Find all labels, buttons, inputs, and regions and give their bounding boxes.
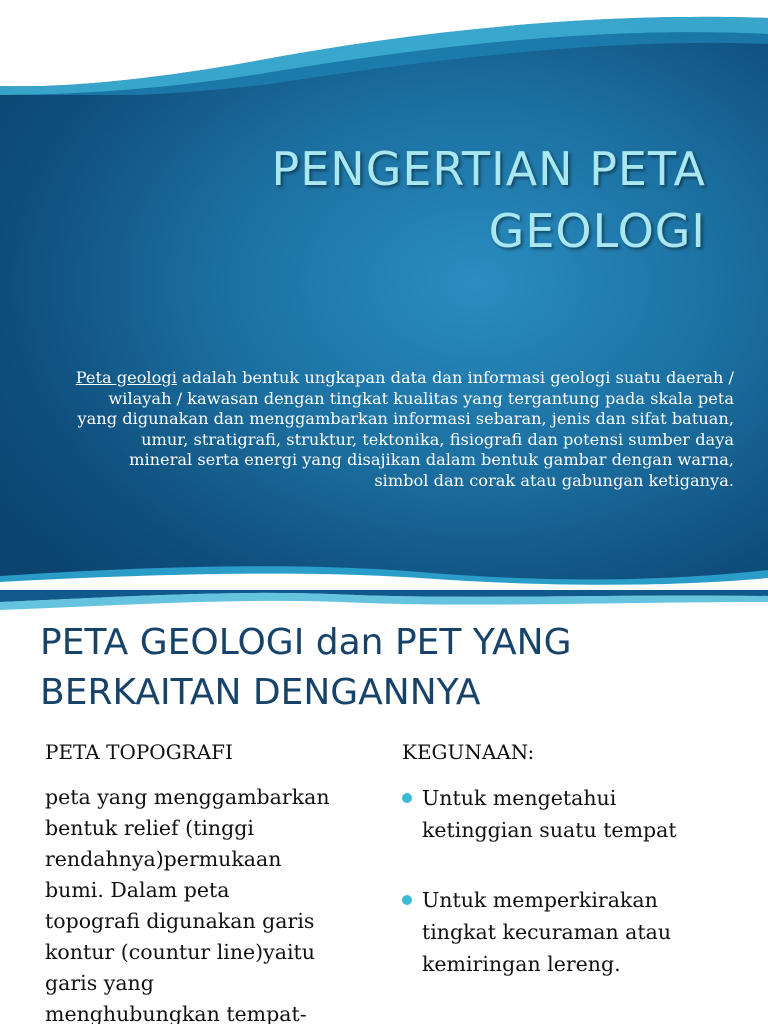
slide-1-title xyxy=(146,138,706,262)
list-item-line: kemiringan lereng. xyxy=(422,952,621,976)
description-line: topografi digunakan garis xyxy=(45,909,315,933)
kegunaan-heading: KEGUNAAN: xyxy=(402,740,535,764)
left-column xyxy=(45,740,365,1024)
bullet-dot-icon xyxy=(402,793,412,803)
description-line: bentuk relief (tinggi xyxy=(45,816,254,840)
slide-1-body-text: adalah bentuk ungkapan data dan informasi geologi suatu daerah / wilayah / kawasan dengan tingkat kualitas yang tergantung pada skala peta yang digunakan dan menggambarkan informasi sebaran, jenis dan sifat batuan, umur, stratigrafi, struktur, tektonika, fisiografi dan potensi sumber daya mineral serta energi yang disajikan dalam bentuk gambar dengan warna, simbol dan corak atau gabungan ketiganya. xyxy=(77,368,734,490)
slide-1-title-line-2: GEOLOGI xyxy=(488,204,706,258)
slide-2-title xyxy=(40,618,750,718)
description-line: peta yang menggambarkan xyxy=(45,785,330,809)
slide-2-title-line-1: PETA GEOLOGI dan PET YANG xyxy=(40,622,572,663)
slide-2-top-wave-decoration xyxy=(0,590,768,616)
list-item-line: tingkat kecuraman atau xyxy=(422,920,672,944)
list-item-line: Untuk memperkirakan xyxy=(422,888,658,912)
peta-geologi-link[interactable]: Peta geologi xyxy=(75,368,177,387)
description-line: garis yang xyxy=(45,971,154,995)
slide-2-title-line-2: BERKAITAN DENGANNYA xyxy=(40,672,481,713)
kegunaan-list xyxy=(402,782,742,980)
peta-topografi-heading: PETA TOPOGRAFI xyxy=(45,740,233,764)
bullet-dot-icon xyxy=(402,895,412,905)
peta-topografi-description xyxy=(45,782,365,1024)
list-item-line: ketinggian suatu tempat xyxy=(422,818,677,842)
slide-1-body xyxy=(74,368,734,491)
description-line: bumi. Dalam peta xyxy=(45,878,230,902)
list-item xyxy=(402,782,742,846)
right-column xyxy=(402,740,742,1018)
bottom-wave-decoration xyxy=(0,560,768,590)
slide-1-title-line-1: PENGERTIAN PETA xyxy=(271,142,706,196)
description-line: menghubungkan tempat- xyxy=(45,1002,307,1024)
description-line: kontur (countur line)yaitu xyxy=(45,940,315,964)
description-line: rendahnya)permukaan xyxy=(45,847,282,871)
list-item xyxy=(402,884,742,980)
list-item-line: Untuk mengetahui xyxy=(422,786,617,810)
top-wave-decoration xyxy=(0,0,768,95)
slide-2 xyxy=(0,590,768,1024)
